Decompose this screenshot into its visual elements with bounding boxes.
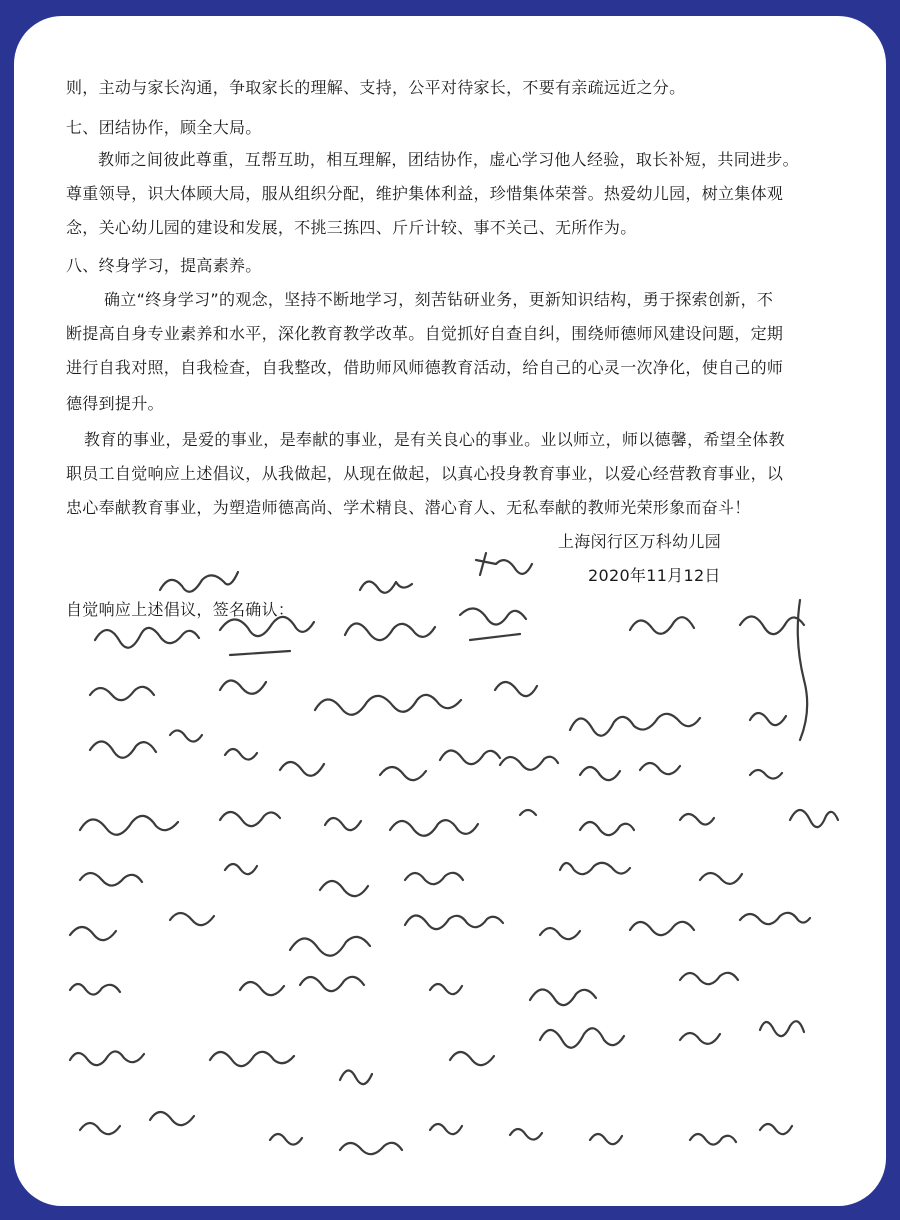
text-line: 教育的事业，是爱的事业，是奉献的事业，是有关良心的事业。业以师立，师以德馨，希望全体教	[84, 430, 785, 449]
text-line: 教师之间彼此尊重，互帮互助，相互理解，团结协作，虚心学习他人经验，取长补短，共同进步。	[98, 150, 799, 169]
text-line: 德得到提升。	[66, 394, 164, 413]
text-line: 进行自我对照，自我检查，自我整改，借助师风师德教育活动，给自己的心灵一次净化，使自己的师	[66, 358, 784, 377]
signature-prompt: 自觉响应上述倡议，签名确认：	[66, 600, 295, 619]
section-heading: 七、团结协作，顾全大局。	[66, 118, 262, 137]
text-line: 断提高自身专业素养和水平，深化教育教学改革。自觉抓好自查自纠，围绕师德师风建设问题，定期	[66, 324, 784, 343]
text-line: 念，关心幼儿园的建设和发展，不挑三拣四、斤斤计较、事不关己、无所作为。	[66, 218, 637, 237]
text-line: 尊重领导，识大体顾大局，服从组织分配，维护集体利益，珍惜集体荣誉。热爱幼儿园，树立集体观	[66, 184, 784, 203]
text-line: 则，主动与家长沟通，争取家长的理解、支持，公平对待家长，不要有亲疏远近之分。	[66, 78, 686, 97]
text-line: 确立“终身学习”的观念，坚持不断地学习，刻苦钻研业务，更新知识结构，勇于探索创新，不	[104, 290, 774, 309]
text-line: 职员工自觉响应上述倡议，从我做起，从现在做起，以真心投身教育事业，以爱心经营教育事业，以	[66, 464, 784, 483]
section-heading: 八、终身学习，提高素养。	[66, 256, 262, 275]
signature-scribbles	[60, 560, 850, 1190]
handwritten-signatures	[60, 560, 850, 1190]
text-line: 忠心奉献教育事业，为塑造师德高尚、学术精良、潜心育人、无私奉献的教师光荣形象而奋斗！	[66, 498, 751, 517]
document-date: 2020年11月12日	[588, 566, 721, 585]
organization-name: 上海闵行区万科幼儿园	[558, 532, 722, 551]
